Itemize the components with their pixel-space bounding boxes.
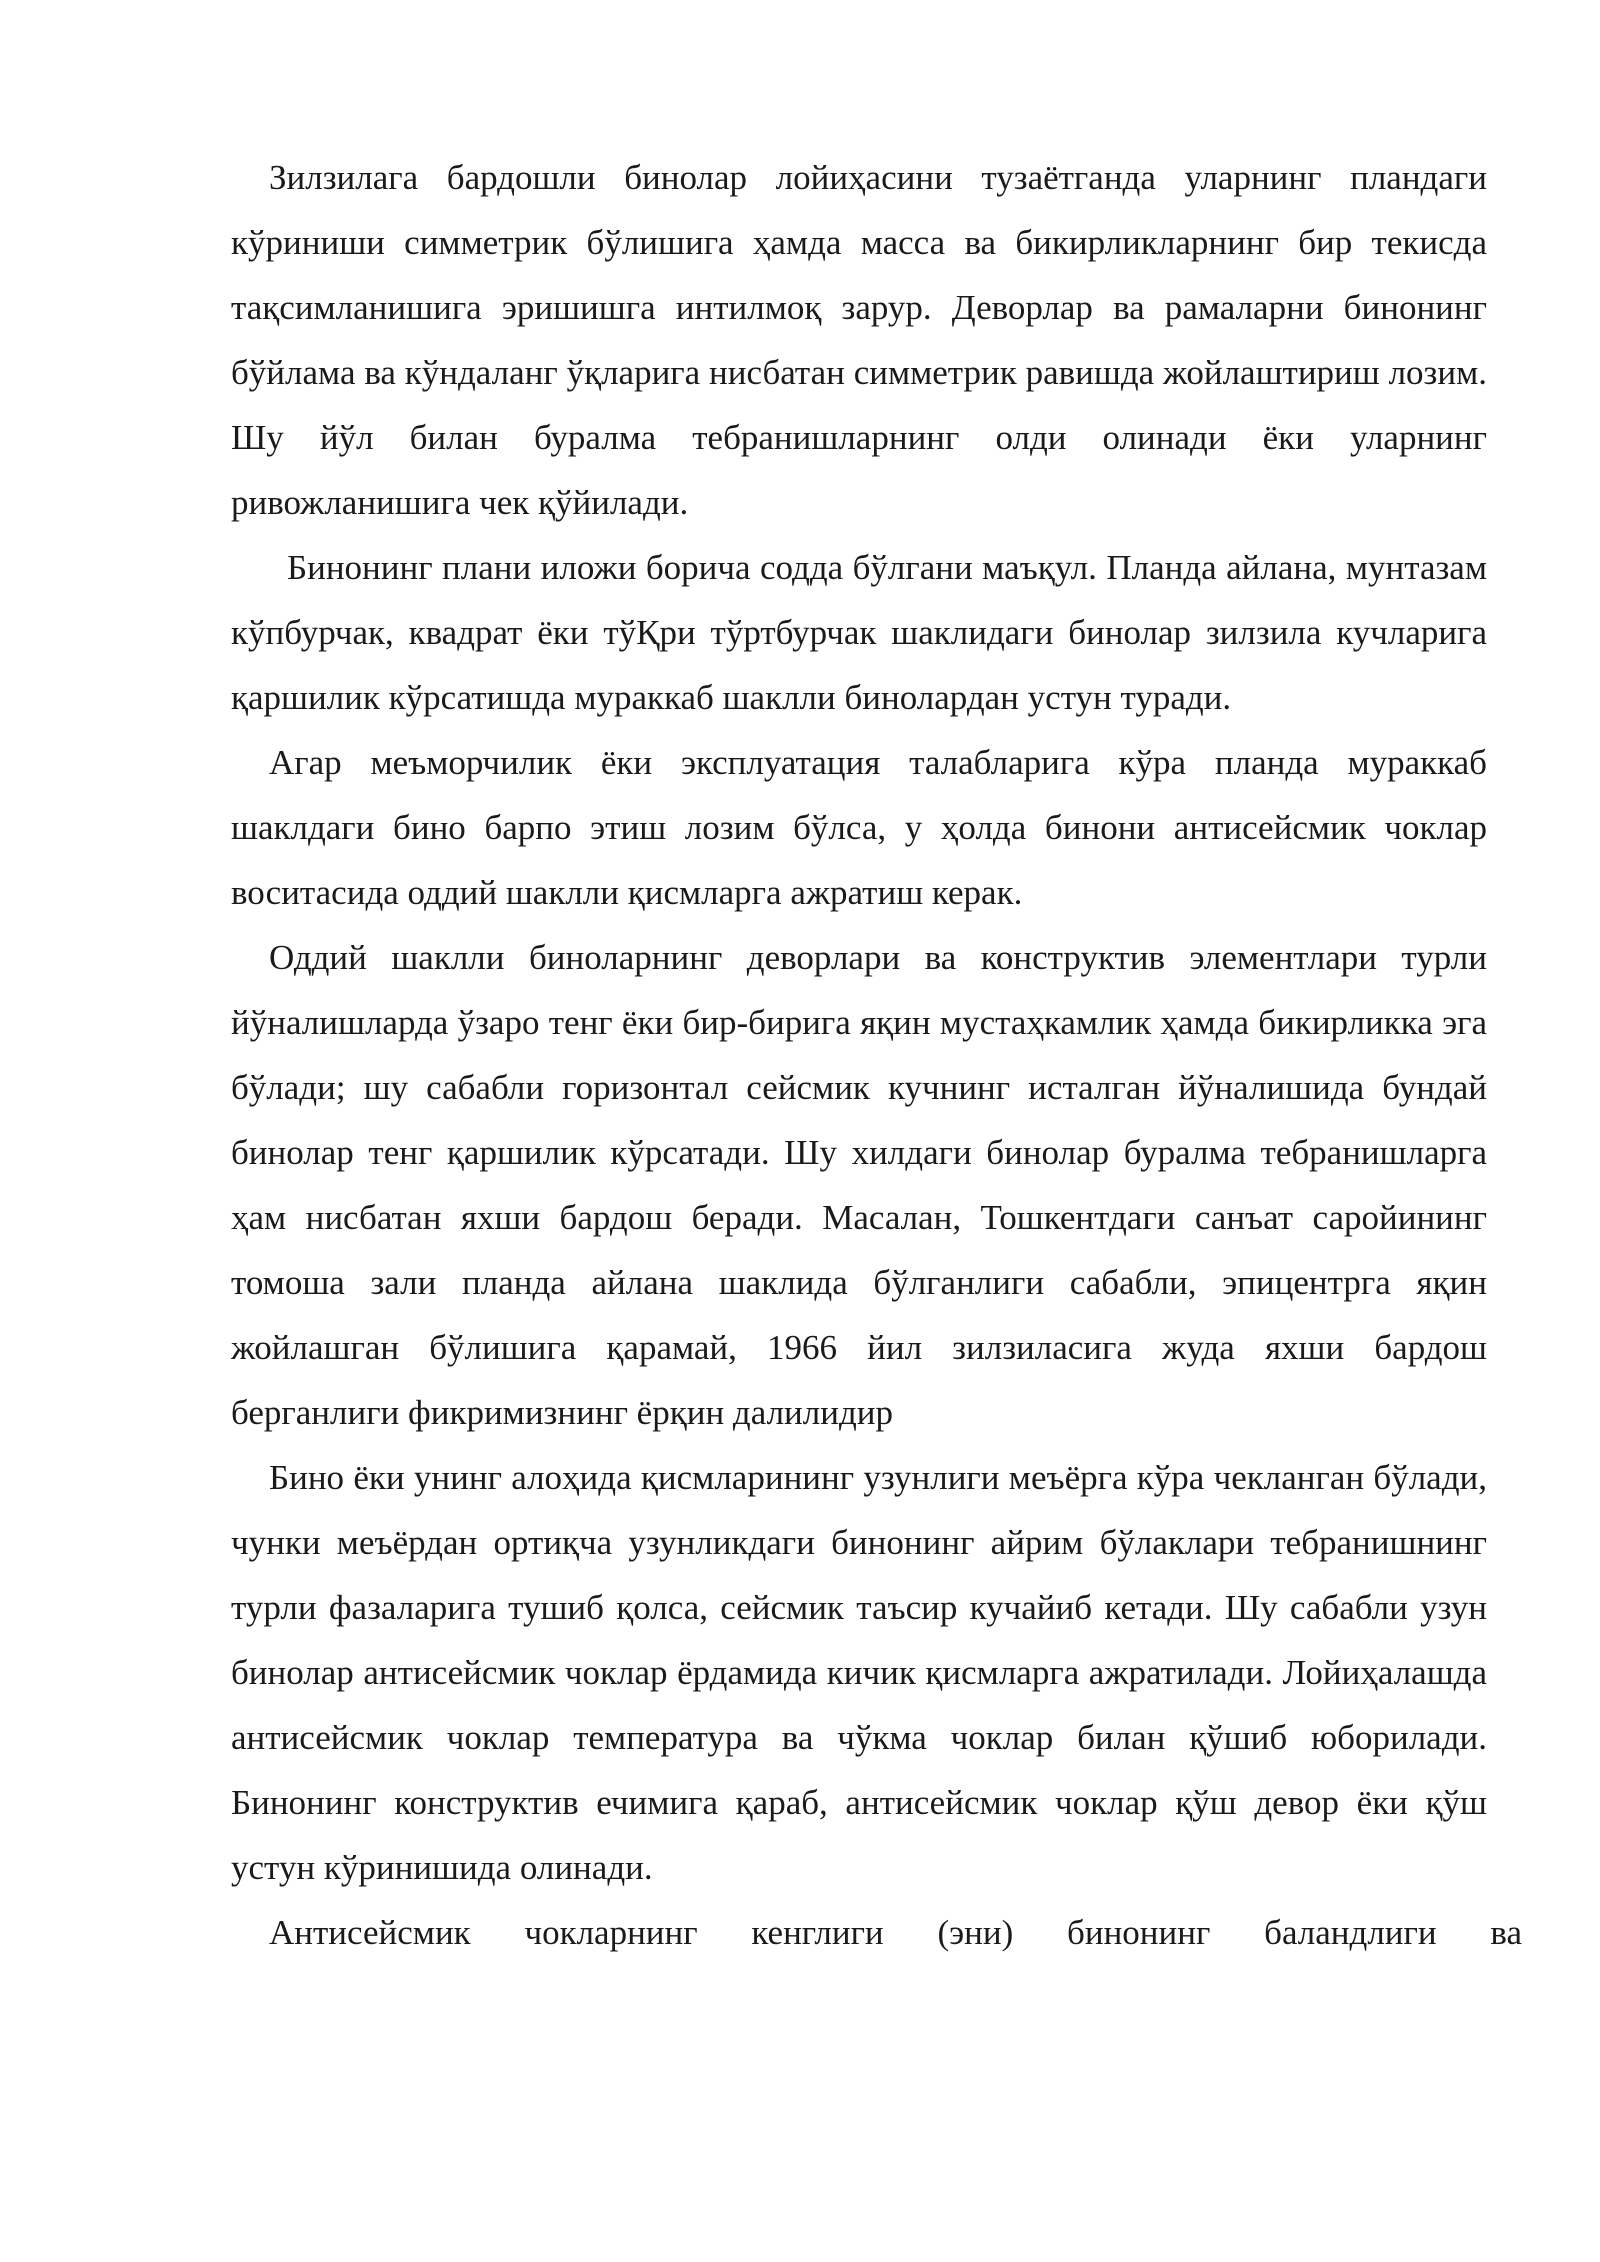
paragraph-1: Зилзилага бардошли бинолар лойиҳасини тузаётганда уларнинг пландаги кўриниши симметрик бўлишига ҳамда масса ва бикирликларнинг бир текисда тақсимланишига эришишга интилмоқ зарур. Деворлар ва рамаларни бинонинг бўйлама ва кўндаланг ўқларига нисбатан симметрик равишда жойлаштириш лозим. Шу йўл билан буралма тебранишларнинг олди олинади ёки уларнинг ривожланишига чек қўйилади. [231, 158, 1487, 522]
paragraph-6: Антисейсмик чокларнинг кенглиги (эни) бинонинг баландлиги ва [269, 1913, 1522, 1952]
document-page [231, 145, 1522, 1965]
paragraph-2: Бинонинг плани иложи борича содда бўлгани маъқул. Планда айлана, мунтазам кўпбурчак, квадрат ёки тўҚри тўртбурчак шаклидаги бинолар зилзила кучларига қаршилик кўрсатишда мураккаб шаклли бинолардан устун туради. [231, 548, 1487, 717]
paragraph-4: Оддий шаклли биноларнинг деворлари ва конструктив элементлари турли йўналишларда ўзаро тенг ёки бир-бирига яқин мустаҳкамлик ҳамда бикирликка эга бўлади; шу сабабли горизонтал сейсмик кучнинг исталган йўналишида бундай бинолар тенг қаршилик кўрсатади. Шу хилдаги бинолар буралма тебранишларга ҳам нисбатан яхши бардош беради. Масалан, Тошкентдаги санъат саройининг томоша зали планда айлана шаклида бўлганлиги сабабли, эпицентрга яқин жойлашган бўлишига қарамай, 1966 йил зилзиласига жуда яхши бардош берганлиги фикримизнинг ёрқин далилидир [231, 938, 1487, 1432]
paragraph-5: Бино ёки унинг алоҳида қисмларининг узунлиги меъёрга кўра чекланган бўлади, чунки меъёрдан ортиқча узунликдаги бинонинг айрим бўлаклари тебранишнинг турли фазаларига тушиб қолса, сейсмик таъсир кучайиб кетади. Шу сабабли узун бинолар антисейсмик чоклар ёрдамида кичик қисмларга ажратилади. Лойиҳалашда антисейсмик чоклар температура ва чўкма чоклар билан қўшиб юборилади. Бинонинг конструктив ечимига қараб, антисейсмик чоклар қўш девор ёки қўш устун кўринишида олинади. [231, 1458, 1487, 1887]
paragraph-3: Агар меъморчилик ёки эксплуатация талабларига кўра планда мураккаб шаклдаги бино барпо этиш лозим бўлса, у ҳолда бинони антисейсмик чоклар воситасида оддий шаклли қисмларга ажратиш керак. [231, 743, 1487, 912]
